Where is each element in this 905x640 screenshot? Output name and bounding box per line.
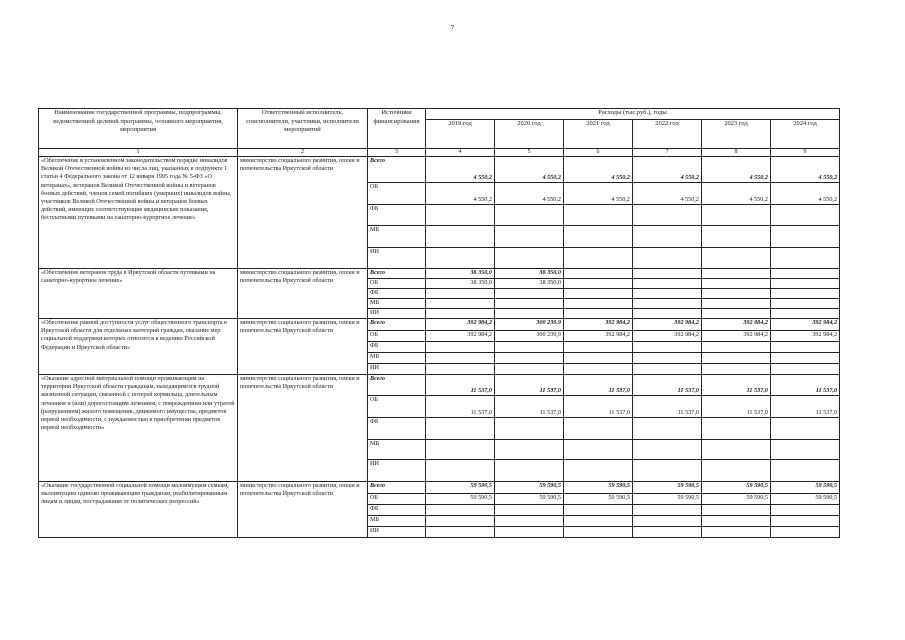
- expense-value: [702, 309, 771, 319]
- expense-value: 11 537,0: [702, 396, 771, 418]
- funding-source: Всего: [368, 319, 426, 331]
- expense-value: [564, 516, 633, 527]
- header-year: 2024 год: [771, 120, 840, 149]
- expense-value: [633, 342, 702, 353]
- expense-value: [495, 353, 564, 364]
- measure-name: «Обеспечение ветеранов труда в Иркутской области путевками на санаторно-курортное лечение»: [39, 269, 238, 319]
- expense-value: [771, 205, 840, 226]
- expense-value: [495, 516, 564, 527]
- expense-value: [564, 364, 633, 375]
- table-header: [39, 109, 840, 157]
- expense-value: [702, 418, 771, 440]
- measure-executor: министерство социального развития, опеки и попечительства Иркутской области: [238, 157, 368, 269]
- expense-value: 4 550,2: [426, 183, 495, 205]
- measure-executor: министерство социального развития, опеки и попечительства Иркутской области: [238, 319, 368, 375]
- expense-value: [495, 460, 564, 482]
- expense-value: 392 984,2: [633, 331, 702, 342]
- expense-value: [564, 353, 633, 364]
- expense-value: 4 550,2: [495, 183, 564, 205]
- header-name: Наименование государственной программы, подпрограммы, ведомственной целевой программы, основного мероприятия, мероприятия: [39, 109, 238, 149]
- expense-value: [633, 364, 702, 375]
- column-number: 3: [368, 149, 426, 157]
- funding-source: ФБ: [368, 289, 426, 299]
- expense-value: [633, 205, 702, 226]
- expense-value: 59 590,5: [495, 482, 564, 494]
- expense-value: [702, 205, 771, 226]
- expense-value: [633, 299, 702, 309]
- expense-value: [564, 248, 633, 269]
- expense-value: 59 590,5: [702, 482, 771, 494]
- expense-value: 11 537,0: [564, 396, 633, 418]
- funding-source: Всего: [368, 157, 426, 183]
- expense-value: [771, 460, 840, 482]
- column-number: 5: [495, 149, 564, 157]
- expense-value: [771, 505, 840, 516]
- expense-value: [495, 342, 564, 353]
- expense-value: [564, 505, 633, 516]
- expense-value: 300 239,9: [495, 331, 564, 342]
- expense-value: [426, 353, 495, 364]
- expense-value: [771, 226, 840, 248]
- expense-value: 11 537,0: [426, 396, 495, 418]
- expense-value: 59 590,5: [426, 494, 495, 505]
- expense-value: [771, 364, 840, 375]
- table-row: [39, 319, 840, 331]
- funding-source: ФБ: [368, 418, 426, 440]
- expense-value: [426, 516, 495, 527]
- expense-value: [564, 309, 633, 319]
- header-executor: Ответственный исполнитель, соисполнители, участники, исполнители мероприятий: [238, 109, 368, 149]
- expense-value: [564, 205, 633, 226]
- expense-value: [771, 309, 840, 319]
- expense-value: 11 537,0: [426, 375, 495, 396]
- expense-value: 11 537,0: [771, 375, 840, 396]
- expense-value: 59 590,5: [771, 482, 840, 494]
- expense-value: [702, 505, 771, 516]
- expense-value: [702, 527, 771, 538]
- funding-source: Всего: [368, 269, 426, 279]
- expense-value: 11 537,0: [702, 375, 771, 396]
- expense-value: [495, 364, 564, 375]
- funding-source: ОБ: [368, 279, 426, 289]
- expense-value: [771, 289, 840, 299]
- expense-value: 392 984,2: [771, 331, 840, 342]
- expense-value: 392 984,2: [426, 319, 495, 331]
- expense-value: [633, 226, 702, 248]
- measure-name: «Обеспечение в установленном законодательством порядке инвалидов Великой Отечественной войны из числа лиц, указанных в подпункте 1 статьи 4 Федерального закона от 12 января 1995 года № 5-ФЗ «О ветеранах», ветеранов Великой Отечественной войны и ветеранов боевых действий, членов семей погибших (умерших) инвалидов войны, участников Великой Отечественной войны и ветеранов боевых действий, имеющих соответствующие медицинские показания, бесплатными путевками на санаторно-курортное лечение»: [39, 157, 238, 269]
- expense-value: 4 550,2: [771, 183, 840, 205]
- expense-value: [633, 527, 702, 538]
- expense-value: 59 590,5: [771, 494, 840, 505]
- expense-value: 392 984,2: [633, 319, 702, 331]
- expense-value: 300 239,9: [495, 319, 564, 331]
- expense-value: 4 550,2: [426, 157, 495, 183]
- measure-executor: министерство социального развития, опеки и попечительства Иркутской области: [238, 482, 368, 538]
- expense-value: [495, 205, 564, 226]
- funding-source: ОБ: [368, 396, 426, 418]
- header-year: 2019 год: [426, 120, 495, 149]
- column-number: 2: [238, 149, 368, 157]
- expense-value: [633, 269, 702, 279]
- expense-value: 4 550,2: [564, 157, 633, 183]
- table-row: [39, 157, 840, 183]
- funding-source: Всего: [368, 375, 426, 396]
- expense-value: 59 590,5: [426, 482, 495, 494]
- expense-value: [771, 527, 840, 538]
- funding-source: Всего: [368, 482, 426, 494]
- expense-value: [495, 418, 564, 440]
- funding-source: ИИ: [368, 527, 426, 538]
- expense-value: [771, 269, 840, 279]
- column-number: 7: [633, 149, 702, 157]
- expense-value: [426, 364, 495, 375]
- expense-value: 4 550,2: [702, 183, 771, 205]
- column-number: 8: [702, 149, 771, 157]
- expense-value: [771, 516, 840, 527]
- expense-value: [564, 440, 633, 460]
- expense-value: 11 537,0: [495, 396, 564, 418]
- expense-value: [633, 418, 702, 440]
- expense-value: [702, 364, 771, 375]
- expense-value: [633, 460, 702, 482]
- expense-value: [771, 440, 840, 460]
- expense-value: 392 984,2: [702, 319, 771, 331]
- column-number: 4: [426, 149, 495, 157]
- expense-value: 4 550,2: [633, 183, 702, 205]
- expense-value: [426, 418, 495, 440]
- expense-value: 392 984,2: [702, 331, 771, 342]
- expense-value: [702, 289, 771, 299]
- expense-value: [426, 460, 495, 482]
- expense-value: [633, 516, 702, 527]
- expense-value: [426, 248, 495, 269]
- expense-value: [564, 342, 633, 353]
- expense-value: [426, 342, 495, 353]
- funding-source: МБ: [368, 440, 426, 460]
- measure-name: «Оказание государственной социальной помощи малоимущим семьям, малоимущим одиноко проживающим гражданам, реабилитированным лицам и лицам, пострадавшим от политических репрессий»: [39, 482, 238, 538]
- expense-value: 392 984,2: [564, 331, 633, 342]
- expense-value: [495, 440, 564, 460]
- funding-source: МБ: [368, 516, 426, 527]
- expense-value: 59 590,5: [564, 482, 633, 494]
- expense-value: 11 537,0: [495, 375, 564, 396]
- expense-value: [564, 269, 633, 279]
- funding-source: ФБ: [368, 505, 426, 516]
- expense-value: 59 590,5: [495, 494, 564, 505]
- expense-value: [771, 248, 840, 269]
- expense-value: 4 550,2: [771, 157, 840, 183]
- expense-value: 4 550,2: [633, 157, 702, 183]
- expense-value: [564, 460, 633, 482]
- budget-table: [38, 108, 840, 538]
- expense-value: [633, 505, 702, 516]
- funding-source: МБ: [368, 299, 426, 309]
- expense-value: [426, 205, 495, 226]
- header-expenses: Расходы (тыс.руб.), годы: [426, 109, 840, 120]
- expense-value: [495, 505, 564, 516]
- expense-value: [426, 505, 495, 516]
- expense-value: [564, 527, 633, 538]
- expense-value: 11 537,0: [564, 375, 633, 396]
- expense-value: [702, 248, 771, 269]
- expense-value: 38 350,0: [426, 269, 495, 279]
- expense-value: [702, 440, 771, 460]
- expense-value: [633, 440, 702, 460]
- expense-value: [702, 460, 771, 482]
- expense-value: 38 350,0: [495, 279, 564, 289]
- header-source: Источники финансирования: [368, 109, 426, 149]
- expense-value: [702, 353, 771, 364]
- header-year: 2021 год: [564, 120, 633, 149]
- expense-value: 59 590,5: [633, 494, 702, 505]
- expense-value: [495, 527, 564, 538]
- table-row: [39, 375, 840, 396]
- expense-value: [564, 226, 633, 248]
- expense-value: [771, 342, 840, 353]
- measure-name: «Обеспечение равной доступности услуг общественного транспорта в Иркутской области для отдельных категорий граждан, оказание мер социальной поддержки которых относится к ведению Российской Федерации и Иркутской области»: [39, 319, 238, 375]
- funding-source: ИИ: [368, 460, 426, 482]
- measure-name: «Оказание адресной материальной помощи проживающим на территории Иркутской области гражданам, находящимся в трудной жизненной ситуации, связанной с потерей кормильца, длительным лечением и (или) дорогостоящим лечением, с повреждением или утратой (разрушением) жилого помещения, движимого имущества, предметов первой необходимости, с нуждаемостью в приобретении предметов первой необходимости»: [39, 375, 238, 482]
- expense-value: [564, 289, 633, 299]
- expense-value: 59 590,5: [702, 494, 771, 505]
- expense-value: 59 590,5: [564, 494, 633, 505]
- table-row: [39, 269, 840, 279]
- expense-value: [702, 279, 771, 289]
- column-number: 1: [39, 149, 238, 157]
- funding-source: МБ: [368, 226, 426, 248]
- expense-value: [495, 226, 564, 248]
- expense-value: [702, 299, 771, 309]
- table-row: [39, 482, 840, 494]
- funding-source: ОБ: [368, 494, 426, 505]
- expense-value: [633, 248, 702, 269]
- header-year: 2022 год: [633, 120, 702, 149]
- funding-source: ИИ: [368, 248, 426, 269]
- expense-value: 4 550,2: [495, 157, 564, 183]
- expense-value: [564, 279, 633, 289]
- expense-value: [426, 299, 495, 309]
- expense-value: [564, 299, 633, 309]
- funding-source: ОБ: [368, 331, 426, 342]
- header-year: 2020 год: [495, 120, 564, 149]
- expense-value: [771, 279, 840, 289]
- expense-value: 11 537,0: [633, 396, 702, 418]
- expense-value: 392 984,2: [426, 331, 495, 342]
- expense-value: [771, 418, 840, 440]
- expense-value: [426, 226, 495, 248]
- expense-value: [771, 299, 840, 309]
- column-number: 6: [564, 149, 633, 157]
- expense-value: [702, 226, 771, 248]
- expense-value: [633, 353, 702, 364]
- expense-value: [564, 418, 633, 440]
- expense-value: 59 590,5: [633, 482, 702, 494]
- expense-value: [633, 279, 702, 289]
- funding-source: ИИ: [368, 364, 426, 375]
- page-number: 7: [450, 24, 455, 32]
- funding-source: МБ: [368, 353, 426, 364]
- expense-value: 392 984,2: [564, 319, 633, 331]
- expense-value: 11 537,0: [633, 375, 702, 396]
- measure-executor: министерство социального развития, опеки и попечительства Иркутской области: [238, 269, 368, 319]
- funding-source: ОБ: [368, 183, 426, 205]
- funding-source: ФБ: [368, 205, 426, 226]
- measure-executor: министерство социального развития, опеки и попечительства Иркутской области: [238, 375, 368, 482]
- expense-value: [495, 248, 564, 269]
- column-number: 9: [771, 149, 840, 157]
- expense-value: 38 350,0: [426, 279, 495, 289]
- expense-value: [426, 527, 495, 538]
- expense-value: 4 550,2: [564, 183, 633, 205]
- expense-value: [495, 289, 564, 299]
- expense-value: 4 550,2: [702, 157, 771, 183]
- expense-value: [771, 353, 840, 364]
- expense-value: [426, 440, 495, 460]
- expense-value: [702, 516, 771, 527]
- expense-value: [495, 299, 564, 309]
- expense-value: [495, 309, 564, 319]
- table-body: [39, 157, 840, 538]
- funding-source: ИИ: [368, 309, 426, 319]
- expense-value: [702, 269, 771, 279]
- expense-value: [702, 342, 771, 353]
- funding-source: ФБ: [368, 342, 426, 353]
- expense-value: [426, 309, 495, 319]
- expense-value: 38 350,0: [495, 269, 564, 279]
- expense-value: 11 537,0: [771, 396, 840, 418]
- expense-value: [426, 289, 495, 299]
- expense-value: 392 984,2: [771, 319, 840, 331]
- expense-value: [633, 289, 702, 299]
- expense-value: [633, 309, 702, 319]
- header-year: 2023 год: [702, 120, 771, 149]
